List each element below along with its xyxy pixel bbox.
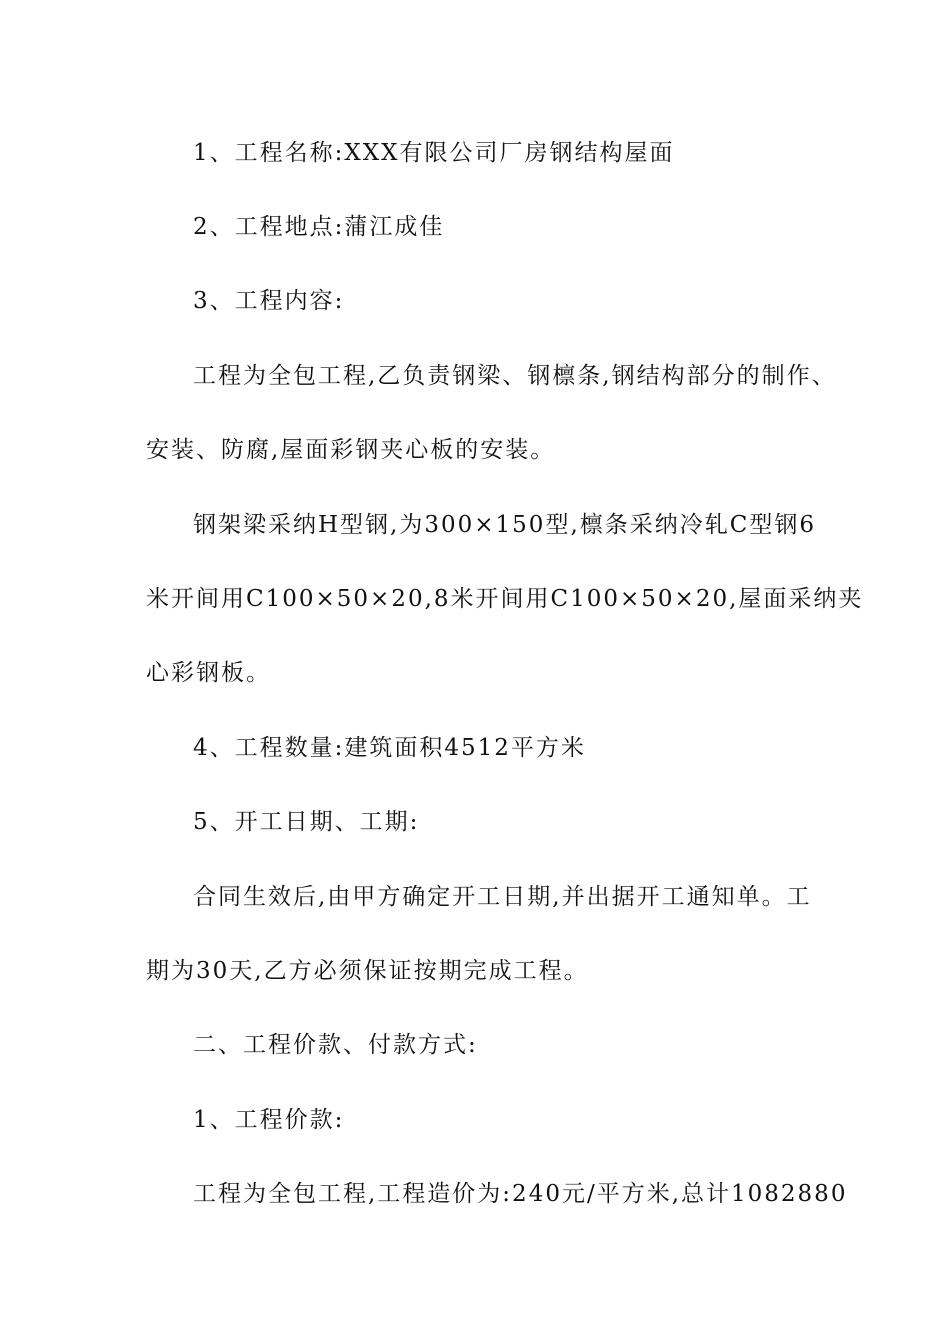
paragraph-scope-line-2: 安装、防腐,屋面彩钢夹心板的安装。 [146,437,556,463]
paragraph-price-line-1: 工程为全包工程,工程造价为:240元/平方米,总计1082880 [193,1181,848,1207]
item-project-name: 1、工程名称:XXX有限公司厂房钢结构屋面 [193,140,675,166]
paragraph-materials-line-1: 钢架梁采纳H型钢,为300×150型,檩条采纳冷轧C型钢6 [193,512,816,538]
paragraph-schedule-line-1: 合同生效后,由甲方确定开工日期,并出据开工通知单。工 [193,884,812,910]
item-start-date-heading: 5、开工日期、工期: [193,809,420,835]
paragraph-scope-line-1: 工程为全包工程,乙负责钢梁、钢檩条,钢结构部分的制作、 [193,363,837,389]
section-heading-price-payment: 二、工程价款、付款方式: [193,1032,478,1058]
item-project-quantity: 4、工程数量:建筑面积4512平方米 [193,735,586,761]
item-project-location: 2、工程地点:蒲江成佳 [193,214,445,240]
item-project-price-heading: 1、工程价款: [193,1107,345,1133]
paragraph-materials-line-3: 心彩钢板。 [146,660,271,686]
paragraph-schedule-line-2: 期为30天,乙方必须保证按期完成工程。 [146,958,589,984]
item-project-content-heading: 3、工程内容: [193,288,345,314]
paragraph-materials-line-2: 米开间用C100×50×20,8米开间用C100×50×20,屋面采纳夹 [146,586,864,612]
